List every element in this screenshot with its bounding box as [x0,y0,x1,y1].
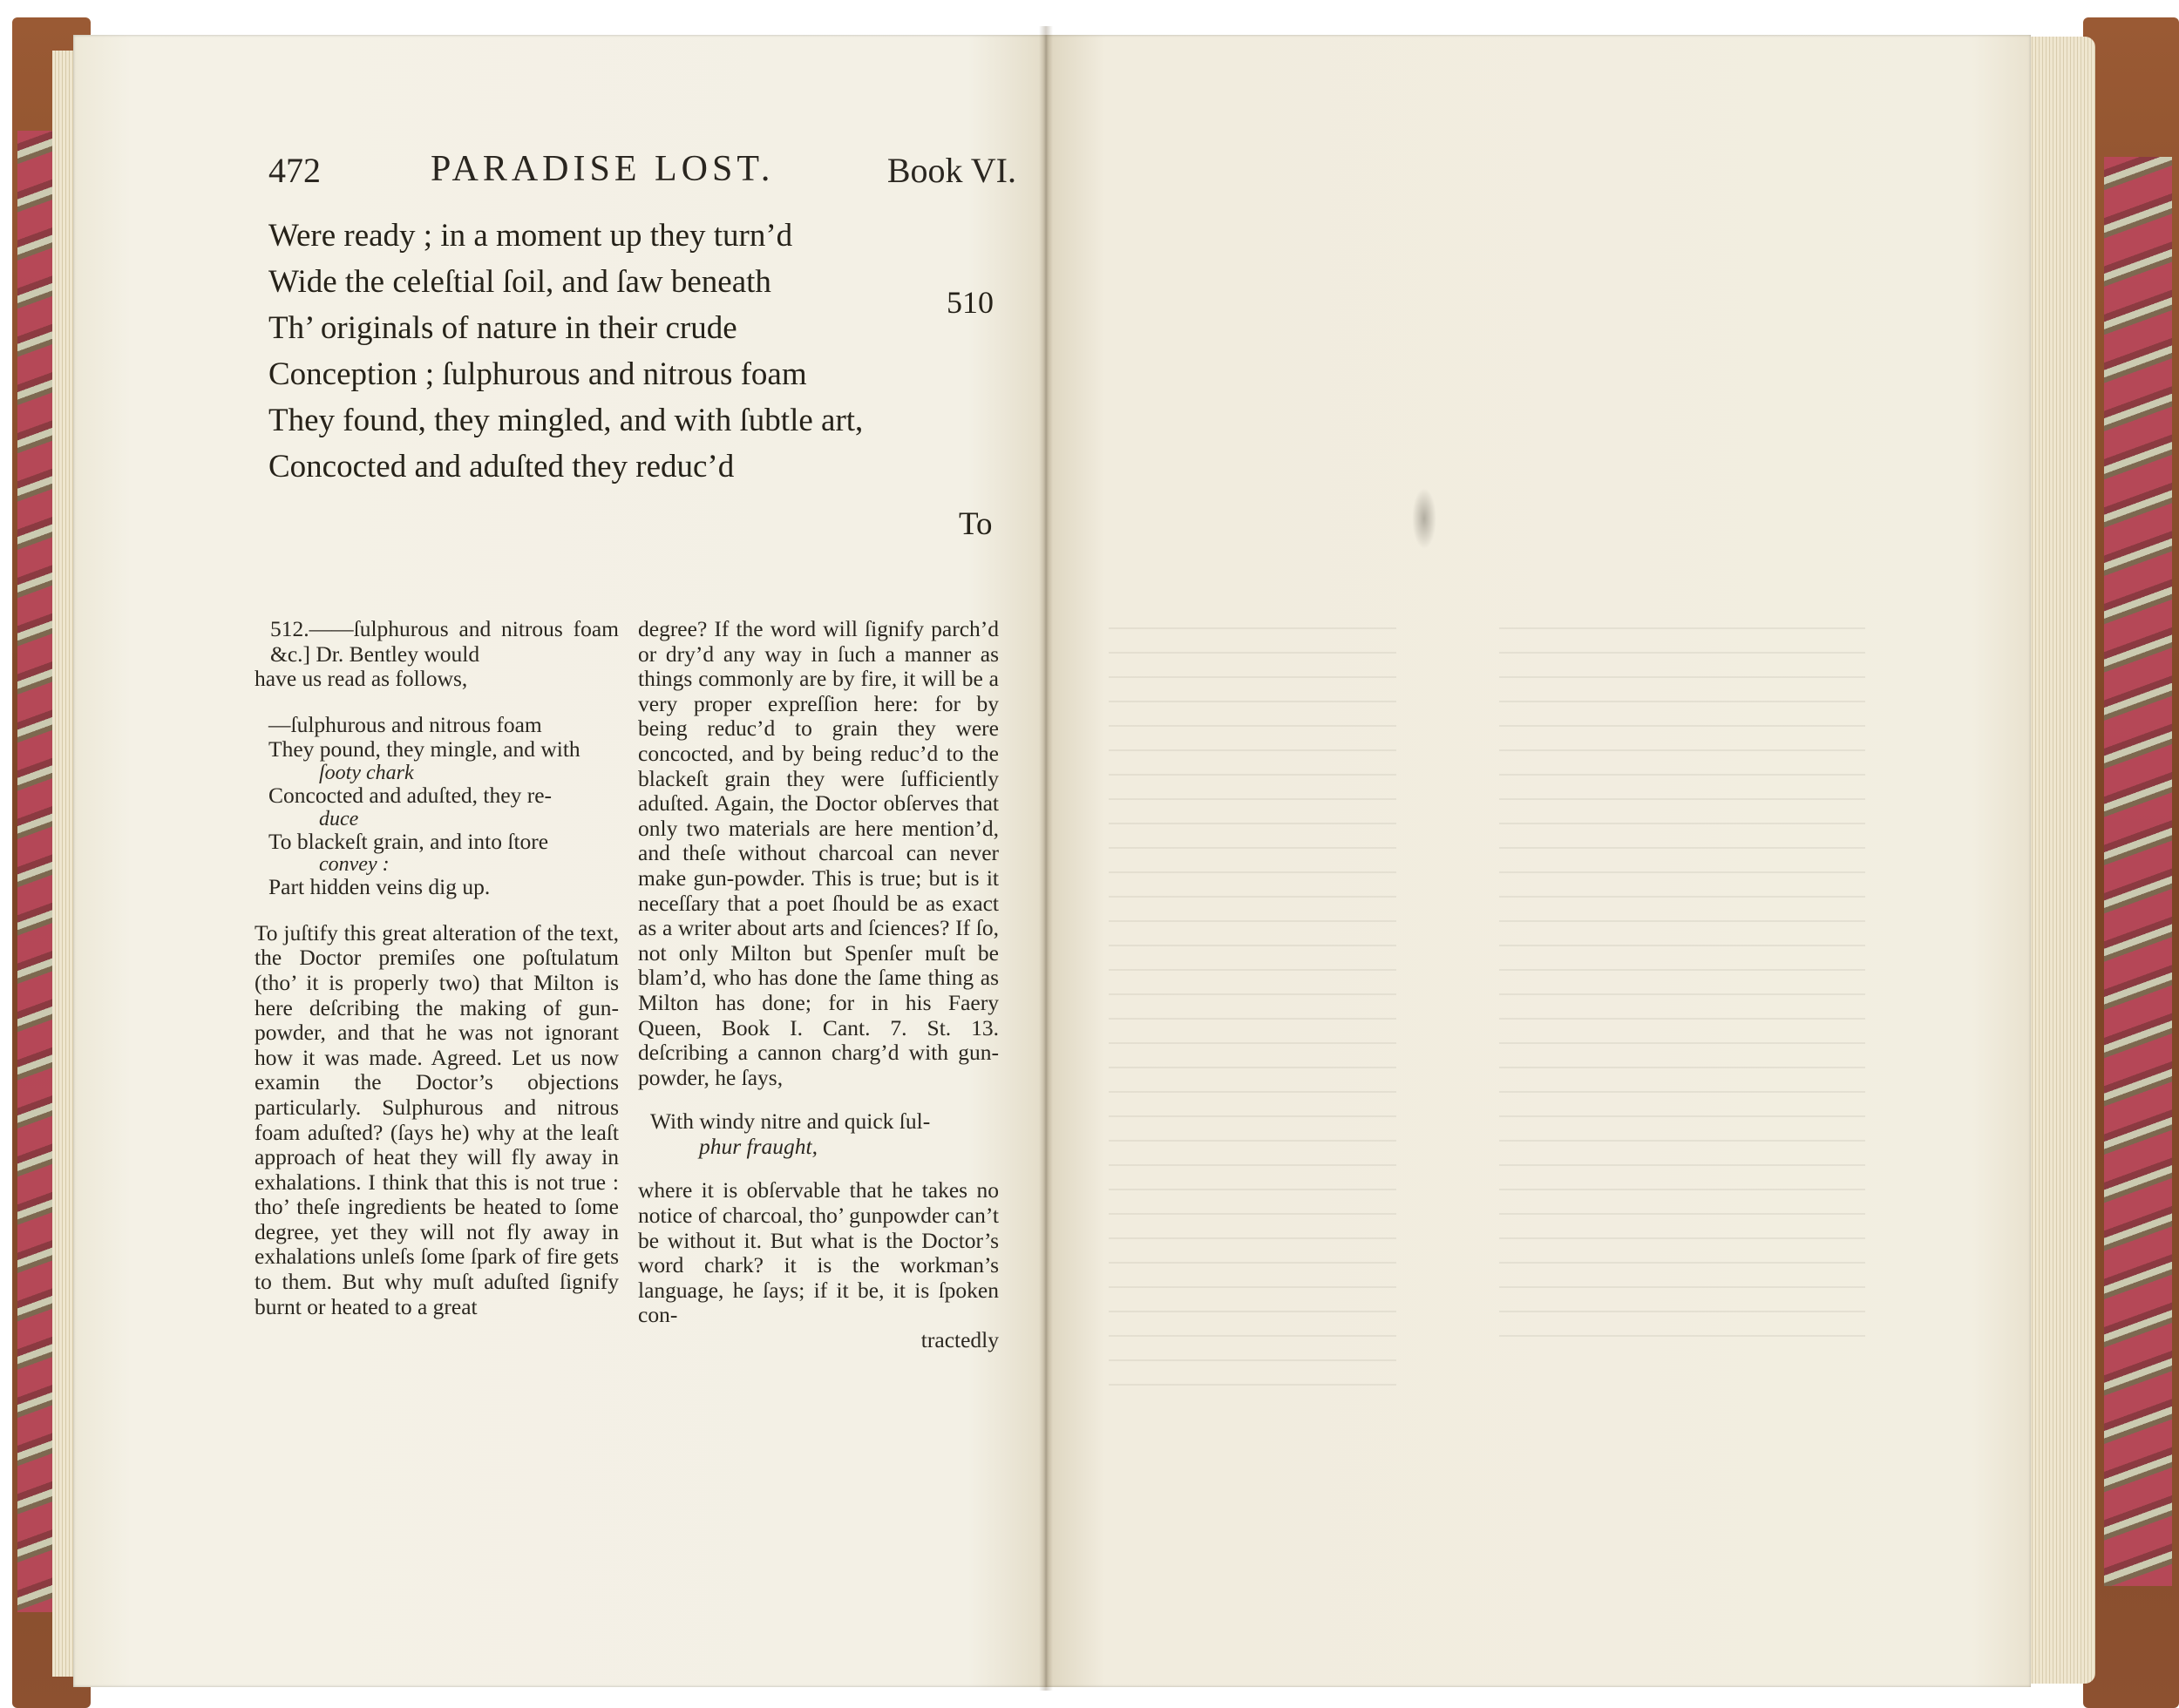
verse-line: Th’ originals of nature in their crude [268,310,737,346]
note-paragraph: where it is obſervable that he takes no notice of charcoal, tho’ gunpowder can’t be without it. But what is the Doctor’s word chark? it is the workman’s language, he ſays; if it be, it is ſpoken con- [638,1177,999,1328]
line-number: 510 [947,285,994,320]
quote-line: phur fraught, [699,1133,818,1159]
quote-line: To blackeſt grain, and into ſtore [268,828,549,854]
quote-line: Concocted and aduſted, they re- [268,782,553,808]
verse-line: Conception ; ſulphurous and nitrous foam [268,356,807,392]
verse-line: Concocted and aduſted they reduc’d [268,449,735,485]
show-through-notes-right [1499,627,1865,1342]
quote-line: They pound, they mingle, and with [268,736,580,762]
catchword: To [959,506,993,542]
right-marbled-edge [2104,157,2172,1586]
book-section: Book VI. [886,151,1016,190]
notes-column-left [255,617,619,1319]
quote-line: ſooty chark [319,761,414,784]
gutter-shadow [1039,26,1053,1691]
verse-line: Were ready ; in a moment up they turn’d [268,218,793,254]
note-paragraph: degree? If the word will ſignify parch’d or dry’d any way in ſuch a manner as things commonly are by fire, it will be a very proper expreſſion here: for by being reduc’d to grain they were concocted, and by being reduc’d to the blackeſt grain they were ſufficiently aduſted. Again, the Doctor obſerves that only two materials are here mention’d, and theſe without charcoal can never make gun-powder. This is true; but is it neceſſary that a poet ſhould be as exact as a writer about arts and ſciences? If ſo, not only Milton but Spenſer muſt be blam’d, who has done the ſame thing as Milton has done; for in his Faery Queen, Book I. Cant. 7. St. 13. deſcribing a cannon charg’d with gun-powder, he ſays, [638,616,999,1090]
quote-line: Part hidden veins dig up. [268,874,491,900]
notes-column-right [638,617,999,1353]
verse-line: Wide the celeſtial ſoil, and ſaw beneath [268,264,771,300]
note-intro: 512.——ſulphurous and nitrous foam &c.] Dr. Bentley would [270,616,619,667]
show-through-notes-left [1109,627,1396,1394]
verse-line: They found, they mingled, and with ſubtle art, [268,403,864,438]
page-number: 472 [268,151,321,190]
note-paragraph: To juſtify this great alteration of the text, the Doctor premiſes one poſtulatum (tho’ it is properly two) that Milton is here deſcribing the making of gun-powder, and that he was not ignorant how it was made. Agreed. Let us now examin the Doctor’s objections particularly. Sulphurous and nitrous foam aduſted? (ſays he) why at the leaſt approach of heat they will fly away in exhalations. I think that this is not true : tho’ theſe ingredients be heated to ſome degree, yet they will not fly away in exhalations unleſs ſome ſpark of fire gets to them. But why muſt aduſted ſignify burnt or heated to a great [255,919,619,1319]
page-smudge [1412,488,1436,549]
book-title: PARADISE LOST. [431,149,775,189]
quote-line: —ſulphurous and nitrous foam [268,711,542,737]
quote-line: duce [319,807,359,830]
note-intro-cont: have us read as follows, [255,666,468,692]
notes-catchword: tractedly [920,1327,999,1353]
quote-line: With windy nitre and quick ſul- [650,1108,931,1135]
note-quotation [268,713,619,900]
running-head [268,150,1016,202]
quote-line: convey : [319,853,390,877]
note-quotation [650,1109,999,1159]
poem-text [268,213,1001,490]
